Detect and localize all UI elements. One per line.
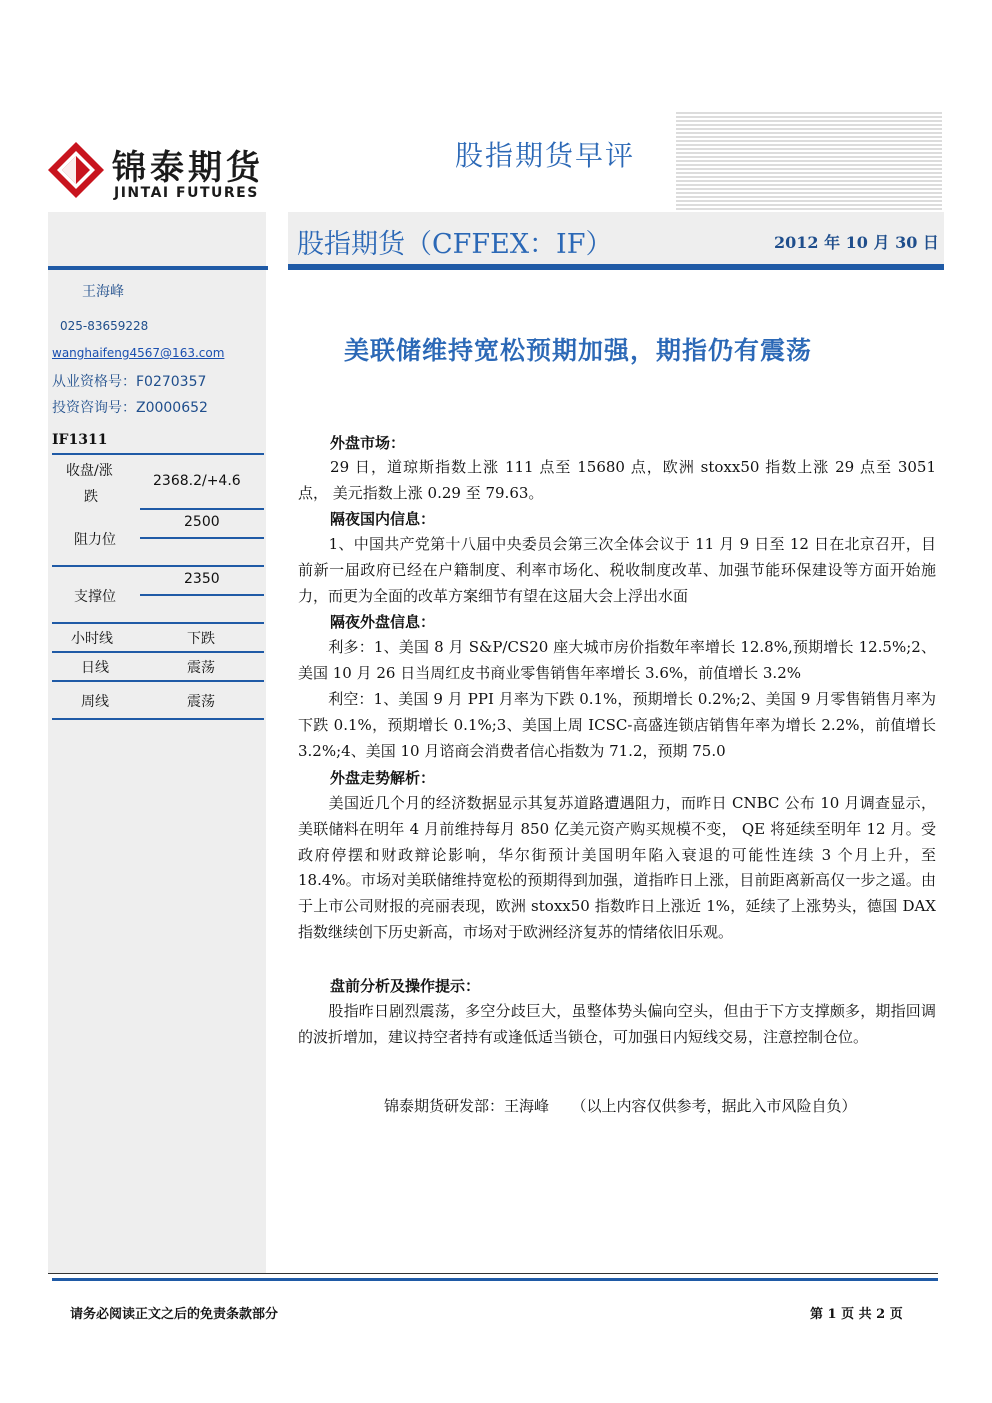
paragraph-trend-analysis: 美国近几个月的经济数据显示其复苏道路遭遇阻力，而昨日 CNBC 公布 10 月调查显示，美联储料在明年 4 月前维持每月 850 亿美元资产购买规模不变， QE 将延续至明年 12 月。受政府停摆和财政辩论影响，华尔街预计美国明年陷入衰退的可能性连续 3 个月上升，至 18.4%。市场对美联储维持宽松的预期得到加强，道指昨日上涨，目前距离新高仅一步之遥。由于上市公司财报的亮丽表现，欧洲 stoxx50 指数昨日上涨近 1%，延续了上涨势头，德国 DAX 指数继续创下历史新高，市场对于欧洲经济复苏的情绪依旧乐观。	[298, 794, 936, 941]
table-rule	[52, 718, 264, 720]
footer-disclaimer: 请务必阅读正文之后的免责条款部分	[70, 1307, 279, 1322]
table-rule	[52, 680, 264, 682]
hourly-label: 小时线	[71, 631, 113, 647]
sidebar-divider	[48, 266, 268, 270]
report-headline: 美联储维持宽松预期加强，期指仍有震荡	[344, 336, 813, 365]
footer-divider	[52, 1278, 938, 1281]
table-rule	[52, 565, 264, 567]
section-title: 股指期货（CFFEX：IF）	[297, 229, 613, 260]
section-heading-trading-tips: 盘前分析及操作提示：	[330, 977, 481, 995]
table-rule	[140, 537, 264, 539]
footer-rule	[48, 1273, 938, 1274]
paragraph-domestic-news: 1、中国共产党第十八届中央委员会第三次全体会议于 11 月 9 日至 12 日在北京召开，目前新一届政府已经在户籍制度、利率市场化、税收制度改革、加强节能环保建设等方面开始施力，而更为全面的改革方案细节有望在这届大会上浮出水面	[298, 535, 936, 605]
signature-line: 锦泰期货研发部：王海峰 （以上内容仅供参考，据此入市风险自负）	[384, 1097, 857, 1115]
paragraph-bearish-factors: 利空：1、美国 9 月 PPI 月率为下跌 0.1%，预期增长 0.2%;2、美国 9 月零售销售月率为下跌 0.1%，预期增长 0.1%;3、美国上周 ICSC-高盛连锁店销售年率为增长 2.2%，前值增长 3.2%;4、美国 10 月谘商会消费者信心指数为 71.2，预期 75.0	[298, 690, 936, 760]
qualification-number: 从业资格号：F0270357	[52, 374, 207, 390]
page-number: 第 1 页 共 2 页	[810, 1307, 903, 1322]
resistance-value: 2500	[184, 514, 220, 530]
analyst-name: 王海峰	[82, 284, 124, 300]
close-label-cont: 跌	[84, 489, 98, 505]
table-rule	[140, 594, 264, 596]
section-heading-trend-analysis: 外盘走势解析：	[330, 769, 436, 787]
daily-label: 日线	[81, 660, 109, 676]
support-label: 支撑位	[74, 589, 116, 605]
paragraph-overseas-market: 29 日，道琼斯指数上涨 111 点至 15680 点，欧洲 stoxx50 指数上涨 29 点至 3051 点， 美元指数上涨 0.29 至 79.63。	[298, 458, 936, 502]
weekly-value: 震荡	[187, 694, 215, 710]
section-heading-domestic-news: 隔夜国内信息：	[330, 510, 436, 528]
paragraph-trading-tips: 股指昨日剧烈震荡，多空分歧巨大，虽整体势头偏向空头，但由于下方支撑颇多，期指回调的波折增加，建议持空者持有或逢低适当锁仓，可加强日内短线交易，注意控制仓位。	[298, 1002, 936, 1046]
section-divider	[288, 264, 944, 270]
report-type-title: 股指期货早评	[455, 139, 636, 172]
weekly-label: 周线	[81, 694, 109, 710]
support-value: 2350	[184, 571, 220, 587]
analyst-phone: 025-83659228	[60, 319, 149, 333]
company-logo-english: JINTAI FUTURES	[114, 185, 259, 201]
section-heading-overseas-news: 隔夜外盘信息：	[330, 613, 436, 631]
paragraph-bullish-factors: 利多：1、美国 8 月 S&P/CS20 座大城市房价指数年率增长 12.8%,预期增长 12.5%;2、美国 10 月 26 日当周红皮书商业零售销售年率增长 3.6%，前值增长 3.2%	[298, 638, 936, 682]
hourly-value: 下跌	[187, 631, 215, 647]
close-value: 2368.2/+4.6	[153, 473, 241, 489]
header-stripe-decoration	[676, 112, 942, 210]
table-rule	[52, 622, 264, 624]
table-rule	[52, 453, 264, 455]
company-logo-text: 锦泰期货	[112, 148, 264, 188]
resistance-label: 阻力位	[74, 532, 116, 548]
contract-code: IF1311	[52, 432, 108, 448]
report-date: 2012 年 10 月 30 日	[774, 233, 939, 252]
table-rule	[52, 651, 264, 653]
close-label: 收盘/涨	[66, 463, 113, 479]
table-rule	[140, 508, 264, 510]
consulting-number: 投资咨询号：Z0000652	[52, 400, 208, 416]
section-heading-overseas-market: 外盘市场：	[330, 434, 406, 452]
logo-diamond-icon	[48, 142, 104, 198]
analyst-email-link[interactable]: wanghaifeng4567@163.com	[52, 346, 225, 360]
daily-value: 震荡	[187, 660, 215, 676]
